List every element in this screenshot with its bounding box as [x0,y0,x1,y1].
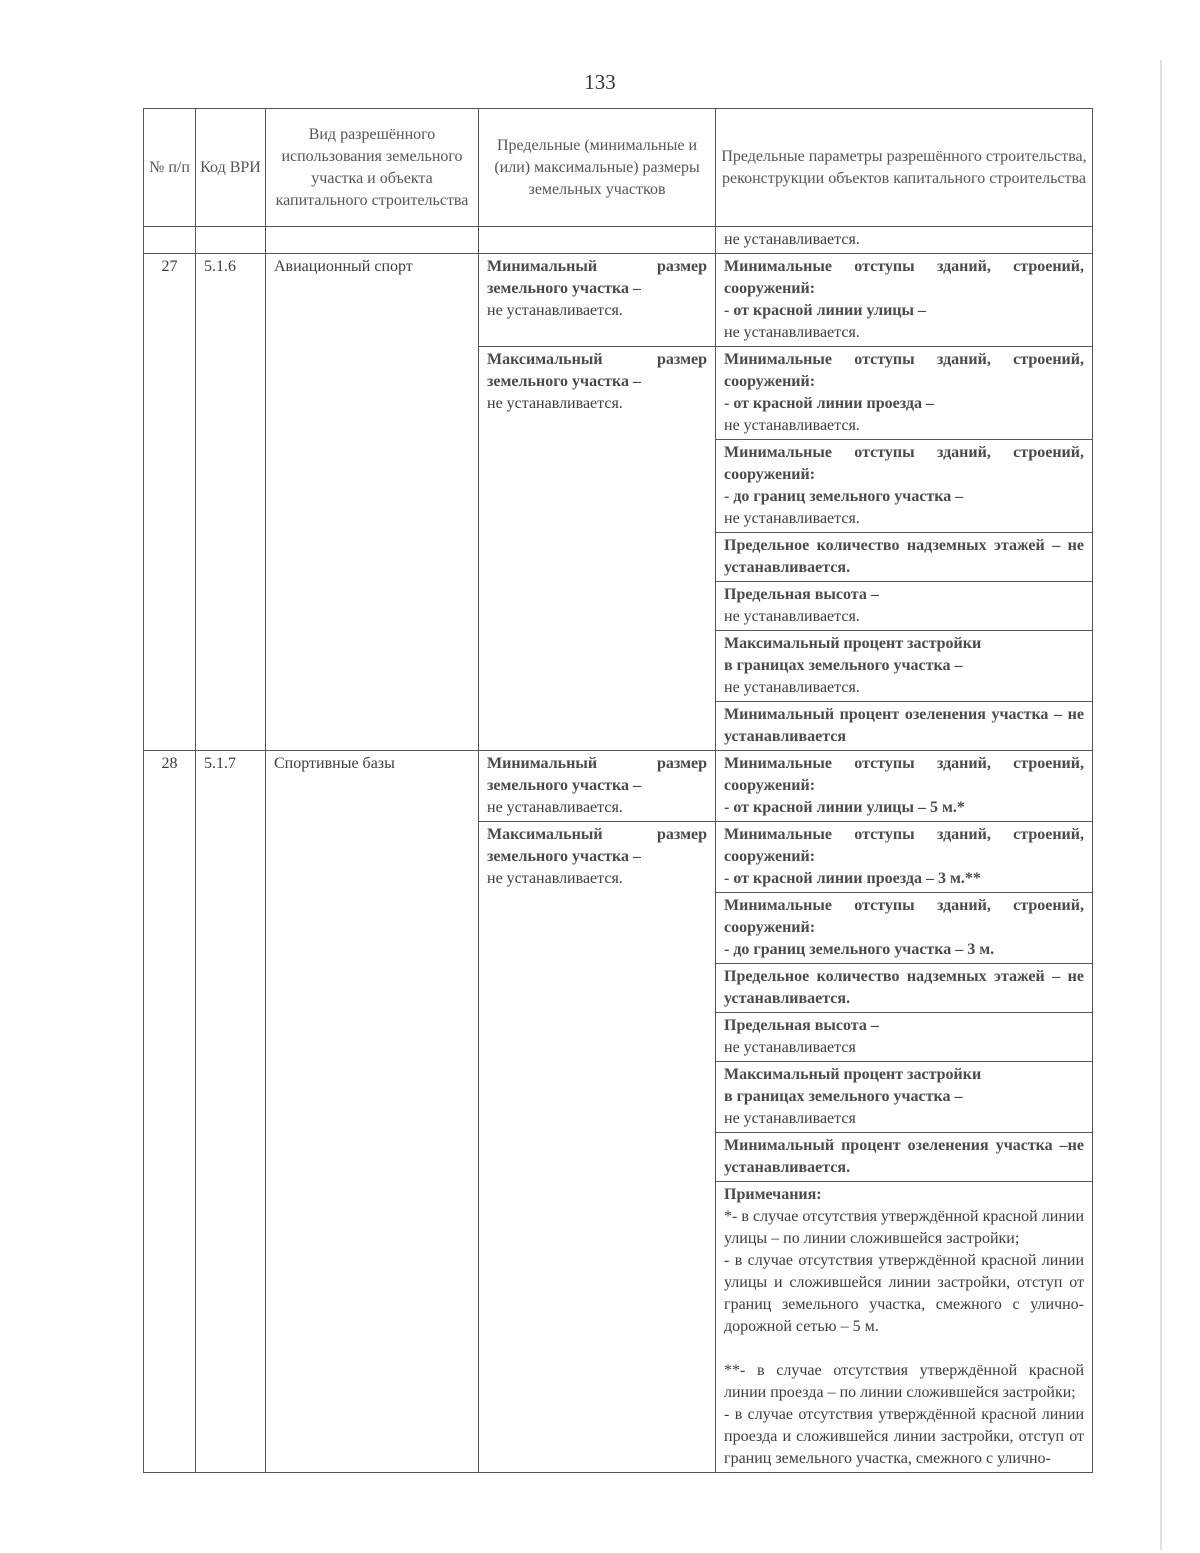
header-build-params: Предельные параметры разрешённого строительства, реконструкции объектов капитального строительства [716,109,1093,227]
header-code: Код ВРИ [196,109,266,227]
param-cell: Минимальные отступы зданий, строений, сооружений: - от красной линии проезда – 3 м.** [716,822,1093,893]
row-number: 28 [144,751,196,1473]
max-plot-size: Максимальный размер земельного участка – не устанавливается. [479,822,716,1473]
param-cell: Минимальный процент озеленения участка –не устанавливается. [716,1133,1093,1182]
param-cell: Минимальные отступы зданий, строений, сооружений: - до границ земельного участка – 3 м. [716,893,1093,964]
param-cell: Максимальный процент застройки в границах земельного участка – не устанавливается. [716,631,1093,702]
continuation-text: не устанавливается. [716,227,1093,254]
table-row-27 [144,254,1093,347]
note-paragraph: - в случае отсутствия утверждённой красной линии проезда и сложившейся линии застройки, отступ от границ земельного участка, смежного с улично- [724,1406,1084,1467]
notes-cell [716,1182,1093,1473]
max-plot-size: Максимальный размер земельного участка – не устанавливается. [479,347,716,751]
page-number: 133 [584,70,616,94]
param-cell: Минимальные отступы зданий, строений, сооружений: - до границ земельного участка – не устанавливается. [716,440,1093,533]
row-number: 27 [144,254,196,751]
param-cell: Минимальные отступы зданий, строений, сооружений: - от красной линии улицы – не устанавливается. [716,254,1093,347]
header-plot-sizes: Предельные (минимальные и (или) максимальные) размеры земельных участков [479,109,716,227]
row-use-name: Спортивные базы [266,751,479,1473]
scan-edge-line [1160,60,1162,1550]
row-use-name: Авиационный спорт [266,254,479,751]
param-cell: Максимальный процент застройки в границах земельного участка – не устанавливается [716,1062,1093,1133]
param-cell: Минимальные отступы зданий, строений, сооружений: - от красной линии улицы – 5 м.* [716,751,1093,822]
min-plot-size: Минимальный размер земельного участка – не устанавливается. [479,254,716,347]
param-cell: Предельное количество надземных этажей – не устанавливается. [716,964,1093,1013]
param-cell: Предельное количество надземных этажей – не устанавливается. [716,533,1093,582]
table-row-28 [144,751,1093,822]
param-cell: Предельная высота – не устанавливается [716,1013,1093,1062]
continuation-row [144,227,1093,254]
param-cell: Минимальные отступы зданий, строений, сооружений: - от красной линии проезда – не устанавливается. [716,347,1093,440]
note-paragraph: **- в случае отсутствия утверждённой красной линии проезда – по линии сложившейся застройки; [724,1362,1084,1401]
table-header-row [144,109,1093,227]
param-cell: Предельная высота – не устанавливается. [716,582,1093,631]
header-number: № п/п [144,109,196,227]
regulations-table [143,108,1093,1473]
row-code: 5.1.7 [196,751,266,1473]
note-paragraph: - в случае отсутствия утверждённой красной линии улицы и сложившейся линии застройки, отступ от границ земельного участка, смежного с улично-дорожной сетью – 5 м. [724,1252,1084,1335]
header-use-type: Вид разрешённого использования земельного участка и объекта капитального строительства [266,109,479,227]
row-code: 5.1.6 [196,254,266,751]
notes-title: Примечания: [724,1186,822,1203]
min-plot-size: Минимальный размер земельного участка – не устанавливается. [479,751,716,822]
param-cell: Минимальный процент озеленения участка – не устанавливается [716,702,1093,751]
note-paragraph: *- в случае отсутствия утверждённой красной линии улицы – по линии сложившейся застройки; [724,1208,1084,1247]
